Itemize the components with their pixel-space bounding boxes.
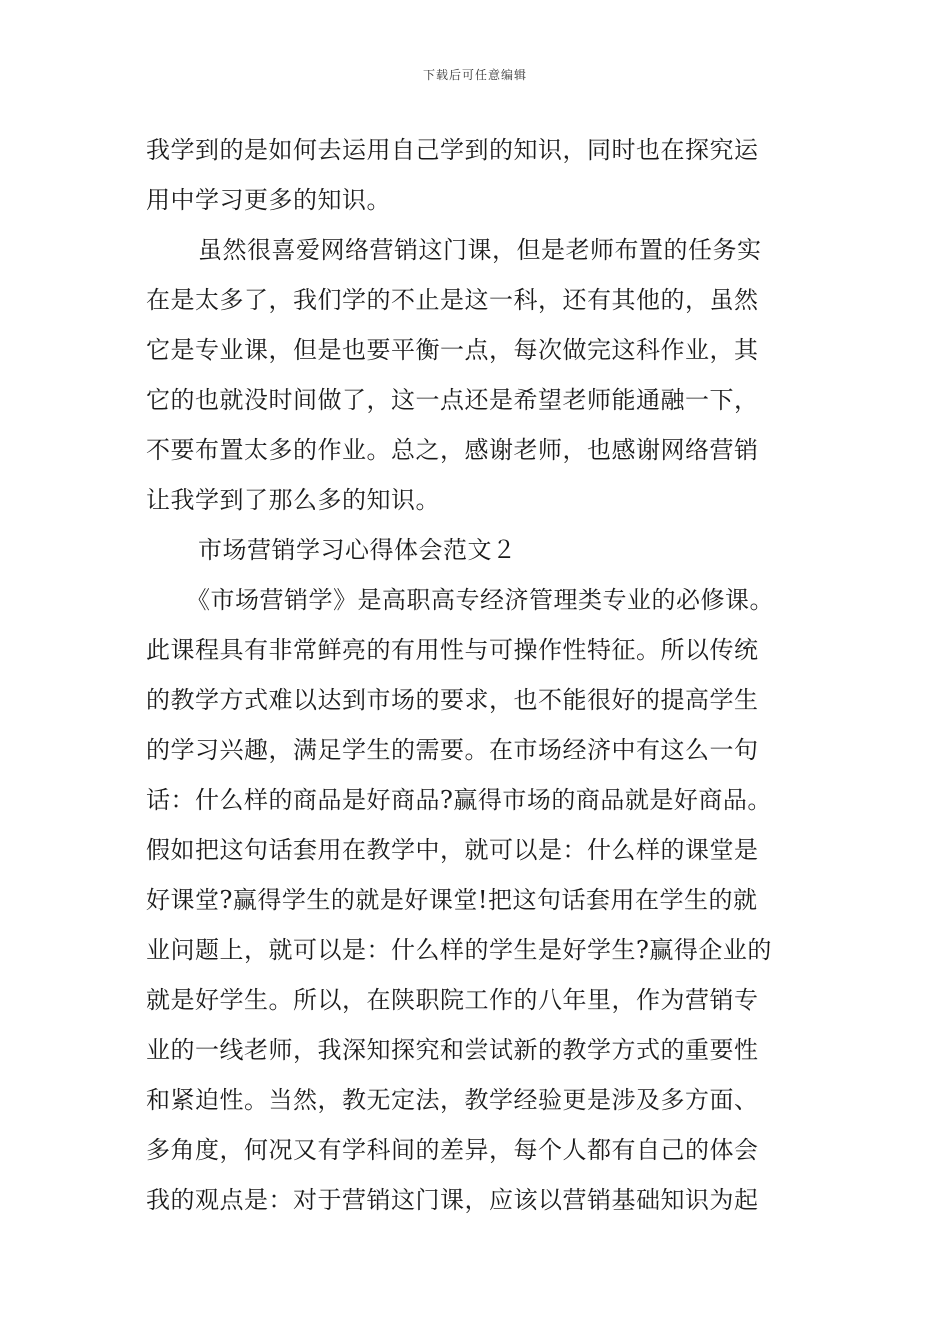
paragraph-line: 我的观点是：对于营销这门课，应该以营销基础知识为起 (146, 1186, 759, 1214)
paragraph-line: 在是太多了，我们学的不止是这一科，还有其他的，虽然 (146, 286, 759, 314)
paragraph-line: 好课堂?赢得学生的就是好课堂!把这句话套用在学生的就 (146, 886, 758, 914)
paragraph-line: 多角度，何况又有学科间的差异，每个人都有自己的体会 (146, 1136, 759, 1164)
paragraph-line: 虽然很喜爱网络营销这门课，但是老师布置的任务实 (198, 236, 762, 264)
paragraph-line: 业问题上，就可以是：什么样的学生是好学生?赢得企业的 (146, 936, 772, 964)
paragraph-line: 的教学方式难以达到市场的要求，也不能很好的提高学生 (146, 686, 759, 714)
paragraph-line: 不要布置太多的作业。总之，感谢老师，也感谢网络营销 (146, 436, 759, 464)
paragraph-line: 它是专业课，但是也要平衡一点，每次做完这科作业，其 (146, 336, 759, 364)
section-heading: 市场营销学习心得体会范文２ (198, 536, 517, 564)
paragraph-line: 业的一线老师，我深知探究和尝试新的教学方式的重要性 (146, 1036, 759, 1064)
paragraph-line: 此课程具有非常鲜亮的有用性与可操作性特征。所以传统 (146, 636, 759, 664)
paragraph-line: 的学习兴趣，满足学生的需要。在市场经济中有这么一句 (146, 736, 759, 764)
paragraph-line: 《市场营销学》是高职高专经济管理类专业的必修课。 (186, 586, 774, 614)
paragraph-line: 话：什么样的商品是好商品?赢得市场的商品就是好商品。 (146, 786, 772, 814)
page-header: 下载后可任意编辑 (422, 68, 527, 82)
paragraph-line: 用中学习更多的知识。 (146, 186, 391, 214)
paragraph-line: 就是好学生。所以，在陕职院工作的八年里，作为营销专 (146, 986, 759, 1014)
paragraph-line: 我学到的是如何去运用自己学到的知识，同时也在探究运 (146, 136, 759, 164)
paragraph-line: 假如把这句话套用在教学中，就可以是：什么样的课堂是 (146, 836, 759, 864)
paragraph-line: 让我学到了那么多的知识。 (146, 486, 440, 514)
paragraph-line: 它的也就没时间做了，这一点还是希望老师能通融一下， (146, 386, 759, 414)
paragraph-line: 和紧迫性。当然，教无定法，教学经验更是涉及多方面、 (146, 1086, 759, 1114)
